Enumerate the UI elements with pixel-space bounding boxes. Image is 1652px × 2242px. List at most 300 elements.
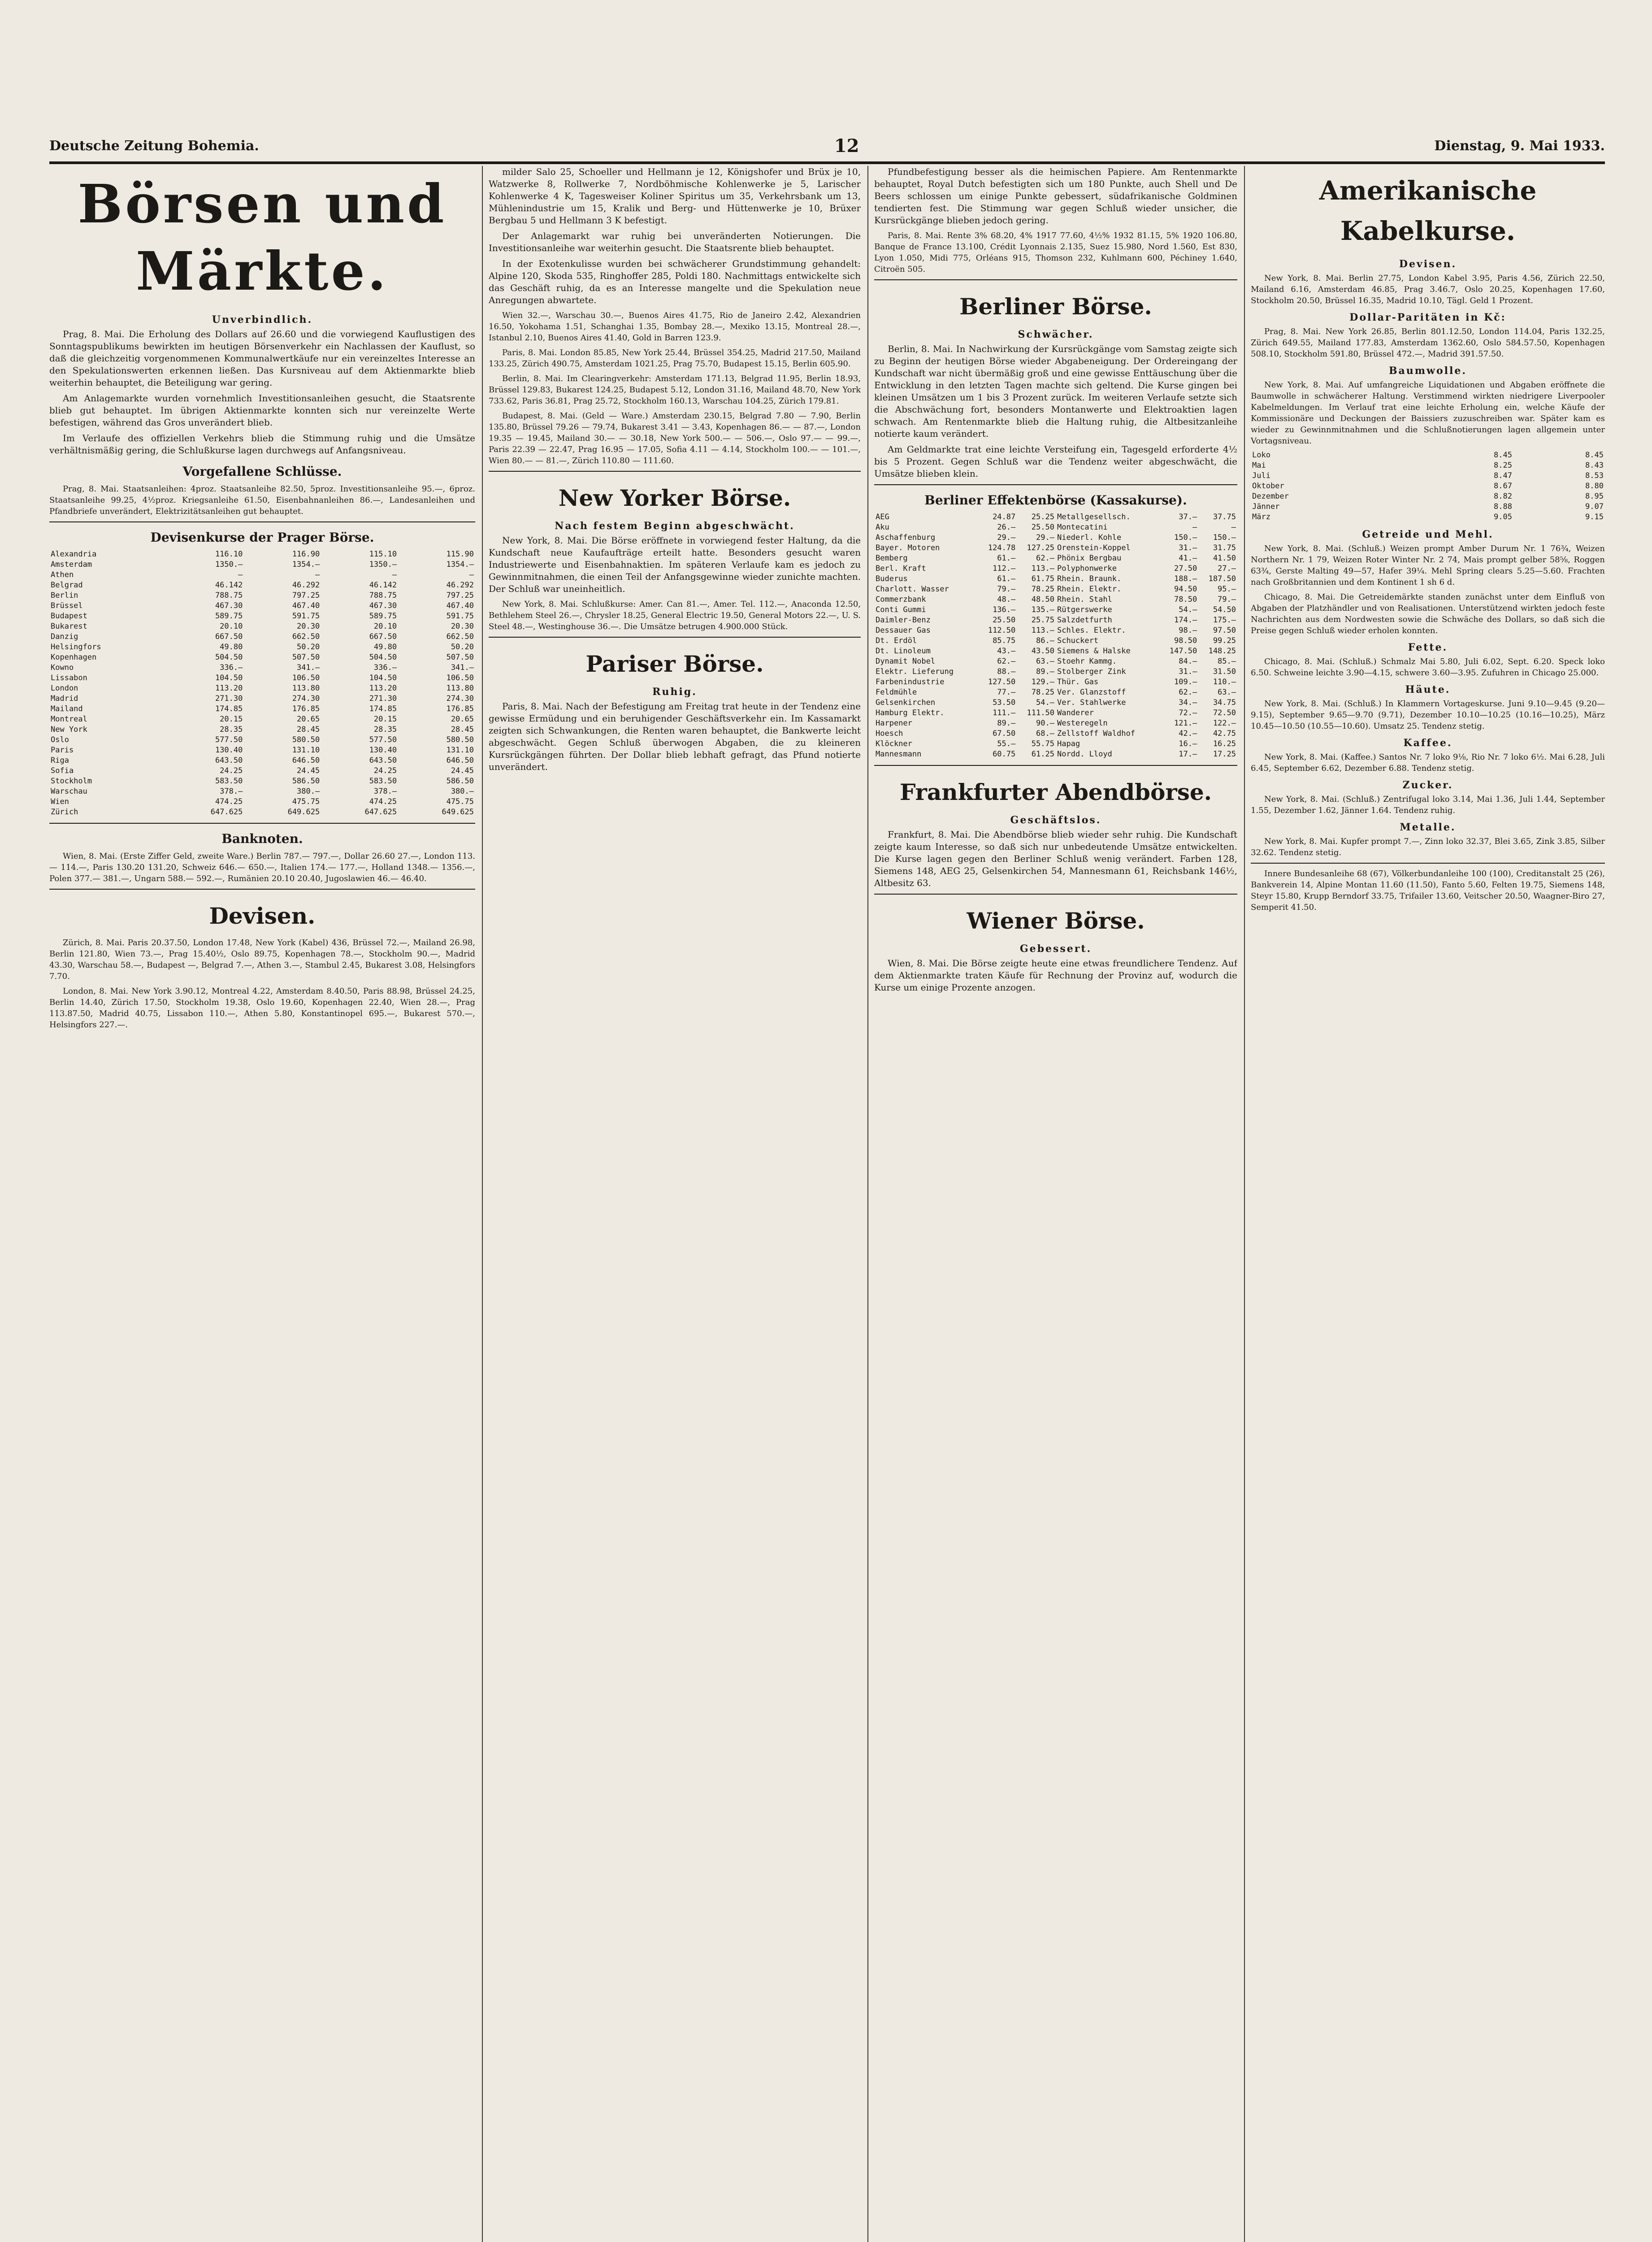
table-cell: 72.—: [1179, 708, 1197, 717]
divider: [49, 823, 475, 824]
table-cell: 474.25: [369, 797, 397, 806]
table-row: [874, 543, 1237, 553]
paragraph: Paris, 8. Mai. Rente 3% 68.20, 4% 1917 77.60, 4½% 1932 81.15, 5% 1920 106.80, Banque de France 13.100, Crédit Lyonnais 2.135, Suez 15.980, Nord 1.560, Est 830, Lyon 1.050, Midi 775, Orléans 915, Thomson 232, Kuhlmann 600, Péchiney 1.640, Citroën 505.: [874, 231, 1237, 274]
table-cell: Kopenhagen: [51, 653, 97, 662]
table-cell: 43.—: [997, 647, 1016, 656]
paragraph: Wien, 8. Mai. Die Börse zeigte heute eine etwas freundlichere Tendenz. Auf dem Aktienmarkte traten Käufe für Rechnung der Provinz auf, wodurch die Kurse um einige Prozente anzogen.: [874, 958, 1237, 993]
table-row: [874, 656, 1237, 667]
table-row: [1251, 491, 1605, 502]
table-cell: 176.85: [446, 704, 474, 713]
table-row: [49, 797, 475, 807]
table-cell: 475.75: [446, 797, 474, 806]
table-cell: Budapest: [51, 612, 87, 621]
table-cell: 8.53: [1585, 471, 1604, 480]
paragraph: New York, 8. Mai. Kupfer prompt 7.—, Zinn loko 32.37, Blei 3.65, Zink 3.85, Silber 32.62. Tendenz stetig.: [1251, 837, 1605, 857]
table-row: [874, 533, 1237, 543]
table-cell: 34.75: [1213, 698, 1236, 707]
table-cell: 788.75: [215, 591, 243, 600]
table-cell: Paris: [51, 746, 74, 755]
paragraph: Chicago, 8. Mai. Die Getreidemärkte standen zunächst unter dem Einfluß von Abgaben der Platzhändler und von Realisationen. Unterstützend wirkten jedoch feste Nachrichten aus dem Nordwesten sowie die Schwäche des Dollars, so daß sich die Preise gegen Schluß wieder erholen konnten.: [1251, 592, 1605, 635]
table-cell: 127.50: [988, 678, 1016, 687]
table-row: [1251, 450, 1605, 461]
table-row: [874, 626, 1237, 636]
subhead: Zucker.: [1402, 779, 1453, 791]
table-cell: 9.05: [1494, 513, 1512, 521]
table-cell: 20.15: [373, 715, 397, 724]
table-row: [874, 636, 1237, 646]
table-cell: Sofia: [51, 766, 74, 775]
table-row: [874, 718, 1237, 729]
table-row: [874, 698, 1237, 708]
section-title: Amerikanische Kabelkurse.: [1319, 175, 1537, 246]
table-cell: 61.—: [997, 574, 1016, 583]
table-cell: Juli: [1252, 471, 1270, 480]
table-cell: Metallgesellsch.: [1057, 513, 1131, 521]
paragraph: New York, 8. Mai. (Schluß.) In Klammern Vortageskurse. Juni 9.10—9.45 (9.20—9.15), September 9.65—9.70 (9.71), Dezember 10.10—10.25 (10.16—10.25), März 10.45—10.50 (10.55—10.60). Umsatz 25. Tendenz stetig.: [1251, 699, 1605, 731]
column-3: [874, 166, 1237, 2242]
subhead: Geschäftslos.: [1010, 814, 1101, 826]
table-cell: 127.25: [1027, 543, 1054, 552]
table-cell: 24.45: [297, 766, 320, 775]
paragraph: London, 8. Mai. New York 3.90.12, Montreal 4.22, Amsterdam 8.40.50, Paris 88.98, Brüssel 24.25, Berlin 14.40, Zürich 17.50, Stockholm 19.38, Oslo 19.60, Kopenhagen 22.40, Wien 28.—, Prag 113.87.50, Madrid 40.75, Lissabon 110.—, Athen 5.80, Konstantinopel 695.—, Bukarest 570.—, Helsingfors 227.—.: [49, 986, 475, 1030]
table-row: [874, 739, 1237, 749]
table-cell: 8.43: [1585, 461, 1604, 470]
table-cell: 24.25: [373, 766, 397, 775]
table-cell: 16.—: [1179, 739, 1197, 748]
newspaper-page: [49, 130, 1605, 2242]
paragraph: New York, 8. Mai. (Kaffee.) Santos Nr. 7 loko 9⅛, Rio Nr. 7 loko 6½. Mai 6.28, Juli 6.45, September 6.62, Dezember 6.88. Tendenz stetig.: [1251, 752, 1605, 773]
table-row: [874, 512, 1237, 522]
table-cell: 380.—: [451, 787, 474, 796]
table-cell: Westeregeln: [1057, 719, 1108, 728]
subhead: Devisen.: [1399, 258, 1457, 270]
table-cell: AEG: [876, 513, 889, 521]
table-cell: 28.35: [220, 725, 243, 734]
table-cell: 649.625: [287, 808, 320, 817]
paragraph: Prag, 8. Mai. New York 26.85, Berlin 801.12.50, London 114.04, Paris 132.25, Zürich 649.55, Mailand 177.83, Amsterdam 1362.60, Oslo 584.57.50, Kopenhagen 508.10, Stockholm 591.80, Brüssel 472.—, Madrid 391.57.50.: [1251, 327, 1605, 359]
baumwolle-table: [1251, 450, 1605, 522]
subhead: Banknoten.: [221, 831, 303, 846]
table-cell: 130.40: [369, 746, 397, 755]
divider: [874, 279, 1237, 280]
table-row: [49, 549, 475, 560]
table-cell: Dt. Erdöl: [876, 636, 917, 645]
table-cell: Berlin: [51, 591, 78, 600]
table-cell: Hapag: [1057, 739, 1080, 748]
table-cell: 31.75: [1213, 543, 1236, 552]
subhead: Fette.: [1408, 642, 1448, 653]
table-row: [49, 807, 475, 817]
table-cell: Ver. Glanzstoff: [1057, 688, 1126, 697]
table-cell: 24.25: [220, 766, 243, 775]
table-cell: 48.—: [997, 595, 1016, 604]
subhead: Schwächer.: [1018, 329, 1094, 340]
table-cell: 104.50: [215, 673, 243, 682]
table-cell: 89.—: [1036, 667, 1054, 676]
table-cell: 646.50: [292, 756, 320, 765]
paragraph: Chicago, 8. Mai. (Schluß.) Schmalz Mai 5.80, Juli 6.02, Sept. 6.20. Speck loko 6.50. Schweine leichte 3.90—4.15, schwere 3.60—3.95. Zufuhren in Chicago 25.000.: [1251, 657, 1605, 678]
table-cell: 46.142: [369, 581, 397, 590]
table-cell: 37.—: [1179, 513, 1197, 521]
table-cell: Rhein. Braunk.: [1057, 574, 1122, 583]
divider: [489, 637, 861, 638]
table-cell: Rhein. Elektr.: [1057, 585, 1122, 594]
paragraph: New York, 8. Mai. (Schluß.) Zentrifugal loko 3.14, Mai 1.36, Juli 1.44, September 1.55, Dezember 1.62, Jänner 1.64. Tendenz ruhig.: [1251, 795, 1605, 815]
table-cell: 27.50: [1174, 564, 1197, 573]
table-cell: 378.—: [220, 787, 243, 796]
table-cell: 274.30: [292, 694, 320, 703]
table-cell: 9.15: [1585, 513, 1604, 521]
table-row: [874, 605, 1237, 615]
table-cell: 274.30: [446, 694, 474, 703]
table-cell: 61.25: [1031, 750, 1054, 759]
table-cell: 647.625: [210, 808, 243, 817]
table-row: [49, 621, 475, 632]
table-cell: 46.292: [292, 581, 320, 590]
table-cell: 31.—: [1179, 543, 1197, 552]
table-cell: Wanderer: [1057, 708, 1094, 717]
table-cell: 99.25: [1213, 636, 1236, 645]
table-row: [874, 646, 1237, 656]
subhead: Häute.: [1405, 684, 1451, 695]
table-cell: —: [469, 570, 474, 579]
table-cell: 85.—: [1218, 657, 1236, 666]
devisen-table: [49, 549, 475, 817]
table-cell: 583.50: [215, 777, 243, 786]
table-cell: Amsterdam: [51, 560, 92, 569]
paragraph: New York, 8. Mai. Auf umfangreiche Liquidationen und Abgaben eröffnete die Baumwolle in schwächerer Haltung. Verstimmend wirkten niedrigere Liverpooler Kabelmeldungen. Im Verlauf trat eine leichte Erholung ein, welche Käufe der Kommissionäre und Deckungen der Baissiers zuzuschreiben war. Später kam es wieder zu Gewinnmitnahmen und die Schlußnotierungen lagen allgemein unter Vortagsniveau.: [1251, 380, 1605, 446]
divider: [874, 765, 1237, 766]
table-cell: 662.50: [446, 632, 474, 641]
table-cell: Salzdetfurth: [1057, 616, 1112, 625]
table-cell: 662.50: [292, 632, 320, 641]
table-cell: 60.75: [993, 750, 1016, 759]
paragraph: Am Anlagemarkte wurden vornehmlich Investitionsanleihen gesucht, die Staatsrente blieb gut behauptet. Im übrigen Aktienmarkte konnten sich nur vereinzelte Werte befestigen, während das Gros unverändert blieb.: [49, 393, 475, 428]
table-cell: 150.—: [1174, 533, 1197, 542]
table-row: [49, 725, 475, 735]
table-cell: 113.20: [215, 684, 243, 693]
table-cell: 37.75: [1213, 513, 1236, 521]
table-row: [1251, 481, 1605, 491]
table-row: [49, 570, 475, 580]
table-cell: 25.25: [1031, 513, 1054, 521]
subhead: Berliner Effektenbörse (Kassakurse).: [924, 493, 1187, 508]
table-cell: Dezember: [1252, 492, 1289, 501]
table-cell: Hoesch: [876, 729, 903, 738]
table-cell: 474.25: [215, 797, 243, 806]
table-cell: 113.20: [369, 684, 397, 693]
table-cell: Polyphonwerke: [1057, 564, 1117, 573]
table-row: [874, 553, 1237, 564]
table-row: [49, 560, 475, 570]
paragraph: Am Geldmarkte trat eine leichte Versteifung ein, Tagesgeld erforderte 4½ bis 5 Prozent. Gegen Schluß war die Tendenz weiter abgeschwächt, die Umsätze blieben klein.: [874, 444, 1237, 479]
table-cell: 116.10: [215, 550, 243, 559]
paragraph: milder Salo 25, Schoeller und Hellmann je 12, Königshofer und Brüx je 10, Watzwerke 8, Rollwerke 7, Nordböhmische Kohlenwerke je 5, Larischer Kohlenwerke 4 K, Tagesweiser Koliner Spiritus um 35, Verkehrsbank um 13, Mühlenindustrie um 15, Kralik und Berg- und Hüttenwerke je 10, Brüxer Bergbau 5 und Hellmann 3 K befestigt.: [489, 166, 861, 226]
table-cell: 42.75: [1213, 729, 1236, 738]
table-cell: 106.50: [446, 673, 474, 682]
table-cell: 53.50: [993, 698, 1016, 707]
table-cell: 112.—: [993, 564, 1016, 573]
table-cell: 104.50: [369, 673, 397, 682]
table-cell: 78.50: [1174, 595, 1197, 604]
table-row: [49, 632, 475, 642]
table-cell: 78.25: [1031, 688, 1054, 697]
divider: [489, 471, 861, 472]
subhead: Kaffee.: [1403, 737, 1453, 749]
table-cell: 589.75: [369, 612, 397, 621]
running-header: [49, 130, 1605, 164]
table-cell: Stoehr Kammg.: [1057, 657, 1117, 666]
table-cell: 28.45: [297, 725, 320, 734]
table-cell: 176.85: [292, 704, 320, 713]
table-cell: 63.—: [1218, 688, 1236, 697]
table-cell: 591.75: [292, 612, 320, 621]
table-cell: Riga: [51, 756, 69, 765]
table-row: [874, 677, 1237, 687]
subhead: Getreide und Mehl.: [1362, 529, 1494, 540]
table-cell: 8.80: [1585, 482, 1604, 491]
table-cell: 48.50: [1031, 595, 1054, 604]
paragraph: New York, 8. Mai. Schlußkurse: Amer. Can 81.—, Amer. Tel. 112.—, Anaconda 12.50, Bethlehem Steel 26.—, Chrysler 18.25, General Electric 19.50, General Motors 22.—, U. S. Steel 48.—, Westinghouse 36.—. Die Umsätze betrugen 4.900.000 Stück.: [489, 600, 861, 631]
table-cell: 78.25: [1031, 585, 1054, 594]
divider: [874, 484, 1237, 485]
table-cell: 94.50: [1174, 585, 1197, 594]
column-rule: [482, 166, 483, 2242]
table-cell: —: [392, 570, 397, 579]
table-cell: Harpener: [876, 719, 912, 728]
table-cell: 504.50: [215, 653, 243, 662]
table-cell: 20.30: [451, 622, 474, 631]
table-cell: 577.50: [215, 735, 243, 744]
table-cell: 8.25: [1494, 461, 1512, 470]
table-cell: 797.25: [446, 591, 474, 600]
table-row: [49, 611, 475, 621]
divider: [49, 889, 475, 890]
table-row: [49, 591, 475, 601]
table-cell: 336.—: [373, 663, 397, 672]
table-row: [1251, 512, 1605, 522]
paragraph: Paris, 8. Mai. Nach der Befestigung am Freitag trat heute in der Tendenz eine gewisse Ermüdung und ein beruhigender Geschäftsverkehr ein. Im Kassamarkt zeigten sich Schwankungen, die Renten waren behauptet, die Bankwerte leicht abgeschwächt. Gegen Schluß überwogen Abgaben, die zu kleineren Kursrückgängen führten. Der Dollar blieb lebhaft gefragt, das Pfund notierte unverändert.: [489, 701, 861, 772]
table-cell: 121.—: [1174, 719, 1197, 728]
table-cell: 113.—: [1031, 626, 1054, 635]
table-cell: Phönix Bergbau: [1057, 554, 1122, 563]
table-cell: 20.15: [220, 715, 243, 724]
table-cell: 113.80: [292, 684, 320, 693]
table-cell: —: [315, 570, 320, 579]
table-row: [874, 595, 1237, 605]
table-cell: Warschau: [51, 787, 87, 796]
table-row: [1251, 502, 1605, 512]
table-cell: 8.95: [1585, 492, 1604, 501]
table-cell: 17.25: [1213, 750, 1236, 759]
table-cell: 72.50: [1213, 708, 1236, 717]
column-rule: [1244, 166, 1245, 2242]
table-cell: 336.—: [220, 663, 243, 672]
table-row: [874, 615, 1237, 626]
table-row: [49, 786, 475, 797]
table-cell: 187.50: [1208, 574, 1236, 583]
table-row: [1251, 461, 1605, 471]
table-cell: 28.35: [373, 725, 397, 734]
table-cell: 46.142: [215, 581, 243, 590]
table-cell: 475.75: [292, 797, 320, 806]
table-cell: Rütgerswerke: [1057, 605, 1112, 614]
table-cell: 28.45: [451, 725, 474, 734]
table-cell: 113.80: [446, 684, 474, 693]
table-row: [874, 749, 1237, 760]
table-cell: 8.82: [1494, 492, 1512, 501]
section-heading: Frankfurter Abendbörse.: [899, 779, 1212, 805]
table-row: [1251, 471, 1605, 481]
table-cell: Mailand: [51, 704, 83, 713]
table-cell: Feldmühle: [876, 688, 917, 697]
table-cell: Brüssel: [51, 601, 83, 610]
table-cell: 89.—: [997, 719, 1016, 728]
table-cell: 25.50: [1031, 523, 1054, 532]
column-2: [489, 166, 861, 2242]
table-cell: 115.90: [446, 550, 474, 559]
table-cell: Montreal: [51, 715, 87, 724]
table-cell: 95.—: [1218, 585, 1236, 594]
table-row: [874, 687, 1237, 698]
table-cell: 8.45: [1585, 451, 1604, 460]
table-cell: New York: [51, 725, 87, 734]
table-cell: 115.10: [369, 550, 397, 559]
table-cell: 643.50: [215, 756, 243, 765]
section-title: Börsen und Märkte.: [78, 173, 447, 302]
table-cell: 1350.—: [369, 560, 397, 569]
table-cell: 63.—: [1036, 657, 1054, 666]
table-cell: 61.—: [997, 554, 1016, 563]
paragraph: Pfundbefestigung besser als die heimischen Papiere. Am Rentenmarkte behauptet, Royal Dutch befestigten sich um 180 Punkte, auch Shell und De Beers schlossen um einige Punkte gebessert, südafrikanische Goldminen tendierten fest. Die Stimmung war gegen Schluß wieder unsicher, die Kursrückgänge blieben jedoch gering.: [874, 166, 1237, 226]
section-heading: Devisen.: [209, 903, 316, 929]
table-cell: Charlott. Wasser: [876, 585, 949, 594]
table-cell: Berl. Kraft: [876, 564, 926, 573]
table-cell: 55.—: [997, 739, 1016, 748]
table-cell: 174.—: [1174, 616, 1197, 625]
table-cell: 341.—: [451, 663, 474, 672]
table-cell: 50.20: [297, 643, 320, 652]
table-cell: 90.—: [1036, 719, 1054, 728]
subhead: Unverbindlich.: [212, 314, 313, 326]
table-row: [49, 601, 475, 611]
table-cell: 20.10: [373, 622, 397, 631]
table-cell: 124.78: [988, 543, 1016, 552]
table-cell: 41.—: [1179, 554, 1197, 563]
table-row: [49, 663, 475, 673]
table-cell: 646.50: [446, 756, 474, 765]
table-cell: 580.50: [446, 735, 474, 744]
table-row: [49, 683, 475, 694]
table-cell: 68.—: [1036, 729, 1054, 738]
table-cell: 79.—: [1218, 595, 1236, 604]
table-cell: 41.50: [1213, 554, 1236, 563]
table-cell: 111.—: [993, 708, 1016, 717]
table-cell: 85.75: [993, 636, 1016, 645]
table-cell: 378.—: [373, 787, 397, 796]
table-row: [874, 522, 1237, 533]
table-cell: 25.75: [1031, 616, 1054, 625]
table-cell: 8.45: [1494, 451, 1512, 460]
table-cell: Athen: [51, 570, 74, 579]
table-cell: 67.50: [993, 729, 1016, 738]
paragraph: Paris, 8. Mai. London 85.85, New York 25.44, Brüssel 354.25, Madrid 217.50, Mailand 133.25, Zürich 490.75, Amsterdam 1021.25, Prag 75.70, Budapest 15.15, Berlin 605.90.: [489, 348, 861, 369]
table-cell: Schuckert: [1057, 636, 1099, 645]
section-heading: Pariser Börse.: [585, 651, 764, 677]
table-cell: Dynamit Nobel: [876, 657, 936, 666]
table-cell: 61.75: [1031, 574, 1054, 583]
table-cell: 29.—: [1036, 533, 1054, 542]
table-cell: 88.—: [997, 667, 1016, 676]
table-cell: 583.50: [369, 777, 397, 786]
table-cell: Buderus: [876, 574, 908, 583]
table-cell: 98.—: [1179, 626, 1197, 635]
table-row: [49, 766, 475, 776]
table-cell: Elektr. Lieferung: [876, 667, 954, 676]
table-cell: Stockholm: [51, 777, 92, 786]
subhead: Nach festem Beginn abgeschwächt.: [555, 520, 795, 532]
paragraph: Frankfurt, 8. Mai. Die Abendbörse blieb wieder sehr ruhig. Die Kundschaft zeigte kaum Interesse, so daß sich nur unbedeutende Umsätze entwickelten. Die Kurse lagen gegen den Berliner Schluß wenig verändert. Farben 128, Siemens 148, AEG 25, Gelsenkirchen 54, Mannesmann 61, Reichsbank 146½, Altbesitz 63.: [874, 829, 1237, 888]
table-cell: 174.85: [215, 704, 243, 713]
table-cell: Daimler-Benz: [876, 616, 931, 625]
table-cell: 667.50: [369, 632, 397, 641]
table-cell: Belgrad: [51, 581, 83, 590]
table-cell: 84.—: [1179, 657, 1197, 666]
table-row: [49, 745, 475, 756]
table-cell: 27.—: [1218, 564, 1236, 573]
table-cell: 271.30: [369, 694, 397, 703]
table-cell: 50.20: [451, 643, 474, 652]
paragraph: Berlin, 8. Mai. Im Clearingverkehr: Amsterdam 171.13, Belgrad 11.95, Berlin 18.93, Brüssel 129.83, Bukarest 124.25, Budapest 5.12, London 31.16, Mailand 48.70, New York 733.62, Paris 36.81, Prag 25.72, Stockholm 160.13, Warschau 104.25, Zürich 179.81.: [489, 374, 861, 406]
table-cell: 380.—: [297, 787, 320, 796]
table-cell: 8.88: [1494, 502, 1512, 511]
table-row: [874, 584, 1237, 595]
table-cell: Orenstein-Koppel: [1057, 543, 1131, 552]
table-cell: 109.—: [1174, 678, 1197, 687]
subhead: Vorgefallene Schlüsse.: [182, 464, 342, 479]
table-row: [49, 714, 475, 725]
table-cell: 97.50: [1213, 626, 1236, 635]
table-cell: 49.80: [373, 643, 397, 652]
divider: [1251, 863, 1605, 864]
paragraph: Wien, 8. Mai. (Erste Ziffer Geld, zweite Ware.) Berlin 787.— 797.—, Dollar 26.60 27.—, London 113.— 114.—, Paris 130.20 131.20, Schweiz 646.— 650.—, Italien 174.— 177.—, Holland 1348.— 1356.—, Polen 377.— 381.—, Ungarn 588.— 592.—, Rumänien 20.10 20.40, Jugoslawien 46.— 46.40.: [49, 852, 475, 883]
table-cell: 62.—: [997, 657, 1016, 666]
table-cell: 25.50: [993, 616, 1016, 625]
table-cell: Dessauer Gas: [876, 626, 931, 635]
table-row: [49, 756, 475, 766]
table-cell: Mai: [1252, 461, 1266, 470]
paragraph: Der Anlagemarkt war ruhig bei unveränderten Notierungen. Die Investitionsanleihe war weiterhin gesucht. Die Staatsrente blieb behauptet.: [489, 230, 861, 253]
table-row: [874, 564, 1237, 574]
table-cell: —: [1192, 523, 1197, 532]
table-cell: 55.75: [1031, 739, 1054, 748]
table-cell: Alexandria: [51, 550, 97, 559]
section-heading: Wiener Börse.: [967, 908, 1145, 934]
table-cell: 54.—: [1179, 605, 1197, 614]
table-cell: 467.40: [446, 601, 474, 610]
paragraph: New York, 8. Mai. (Schluß.) Weizen prompt Amber Durum Nr. 1 76¾, Weizen Northern Nr. 1 79, Weizen Roter Winter Nr. 2 74, Mais prompt gelber 58⅝, Roggen 63¾, Gerste Malting 49—57, Hafer 39¼. Mehl Spring clears 5.25—5.60. Frachten nach Großbritannien und dem Kontinent 1 sh 6 d.: [1251, 544, 1605, 587]
table-cell: —: [1231, 523, 1236, 532]
table-cell: 788.75: [369, 591, 397, 600]
table-cell: Dt. Linoleum: [876, 647, 931, 656]
divider: [49, 521, 475, 522]
table-cell: 667.50: [215, 632, 243, 641]
table-cell: 31.50: [1213, 667, 1236, 676]
table-cell: 112.50: [988, 626, 1016, 635]
table-cell: Loko: [1252, 451, 1270, 460]
table-cell: 111.50: [1027, 708, 1054, 717]
table-cell: 131.10: [446, 746, 474, 755]
